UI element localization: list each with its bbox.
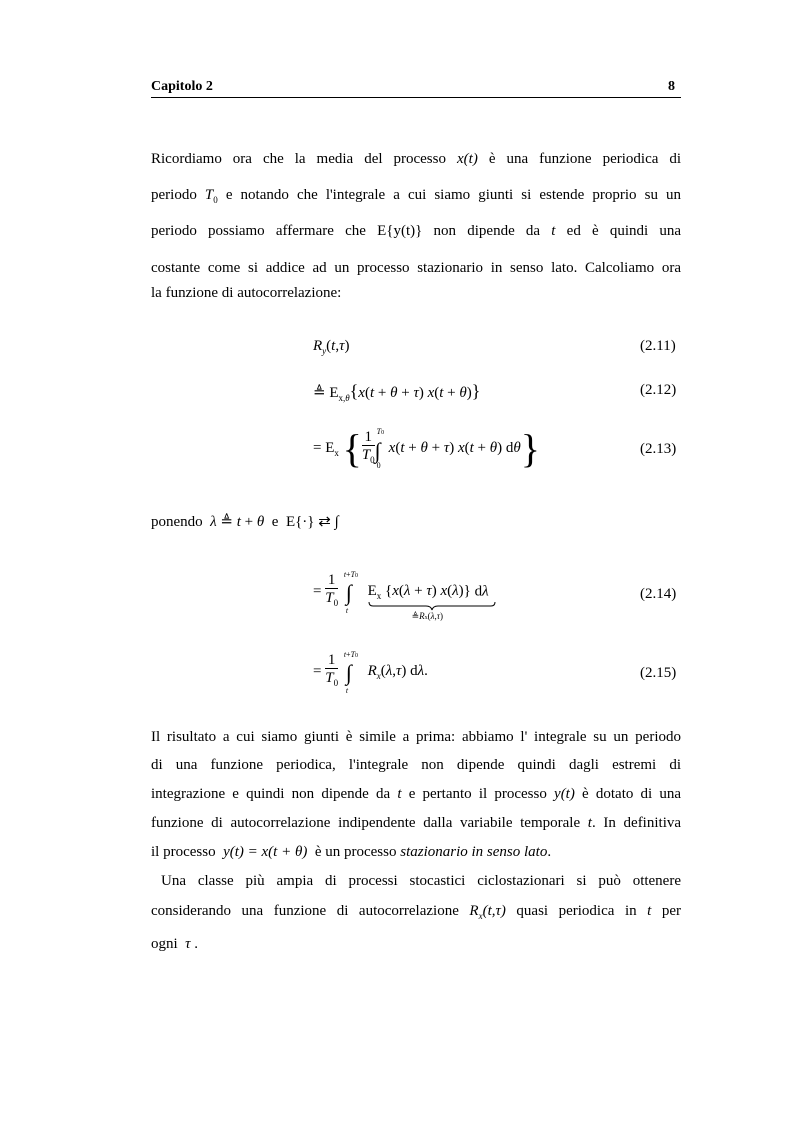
expectation-y: E{y(t)} bbox=[377, 223, 423, 239]
underbrace bbox=[368, 601, 496, 611]
chapter-title: Capitolo 2 bbox=[151, 79, 213, 94]
page-number: 8 bbox=[668, 79, 675, 94]
equation-number-2-11: (2.11) bbox=[640, 338, 676, 354]
equation-2-15: = $\frac{1}{T_0}$ t+T0 ∫ t $R_x(\lambda,\tau)$ dλ. bbox=[313, 650, 428, 695]
equation-2-12: ≜ $E_{x,\theta}\{x(t + \theta + \tau) x(t + \theta)\}$ bbox=[313, 381, 481, 403]
intro-line-3: periodo possiamo affermare che E{y(t)} non dipende da t ed è quindi una bbox=[151, 223, 682, 239]
equation-2-11: $R_y(t,\tau)$ bbox=[313, 338, 350, 356]
equation-number-2-12: (2.12) bbox=[640, 382, 677, 398]
page-header bbox=[151, 79, 681, 98]
equation-2-13: = $E_x$ { $\frac{1}{T_0}$ T0 ∫ 0 x(t + θ + τ) x(t + θ) dθ} bbox=[313, 426, 540, 471]
equation-number-2-15: (2.15) bbox=[640, 665, 677, 681]
result-line-1: Il risultato a cui siamo giunti è simile a prima: abbiamo l' integrale su un periodo bbox=[151, 729, 681, 745]
equation-number-2-13: (2.13) bbox=[640, 441, 677, 457]
result-line-4: funzione di autocorrelazione indipendente dalla variabile temporale t. In definitiva bbox=[151, 815, 682, 831]
intro-line-5: la funzione di autocorrelazione: bbox=[151, 285, 342, 301]
equation-2-14: = $\frac{1}{T_0}$ t+T0 ∫ t $E_x$ {x(λ + τ) x(λ)} ≜Rx(λ,τ) dλ bbox=[313, 570, 489, 614]
result-line-2: di una funzione periodica, l'integrale non dipende quindi dagli estremi di bbox=[151, 757, 681, 773]
intro-line-4: costante come si addice ad un processo stazionario in senso lato. Calcoliamo ora bbox=[151, 260, 681, 276]
closing-line-3: ogni τ . bbox=[151, 936, 199, 952]
underbrace-label: ≜Rx(λ,τ) bbox=[411, 611, 443, 621]
intro-line-1: Ricordiamo ora che la media del processo x(t) è una funzione periodica di bbox=[151, 151, 682, 167]
result-line-3: integrazione e quindi non dipende da t e pertanto il processo y(t) è dotato di una bbox=[151, 786, 682, 802]
closing-line-1: Una classe più ampia di processi stocastici ciclostazionari si può ottenere bbox=[161, 873, 681, 889]
swap-expression: E{·} ⇄ ∫ bbox=[285, 514, 339, 530]
intro-line-2: periodo $T_0$ e notando che l'integrale a cui siamo giunti si estende proprio su un bbox=[151, 187, 682, 205]
result-line-5: il processo y(t) = x(t + θ) è un processo stazionario in senso lato. bbox=[151, 844, 552, 860]
ponendo-line: ponendo λ ≜ t + θ e E{·} ⇄ ∫ bbox=[151, 514, 339, 530]
equation-number-2-14: (2.14) bbox=[640, 586, 677, 602]
closing-line-2: considerando una funzione di autocorrelazione $R_x(t,\tau)$ quasi periodica in t per bbox=[151, 903, 682, 921]
